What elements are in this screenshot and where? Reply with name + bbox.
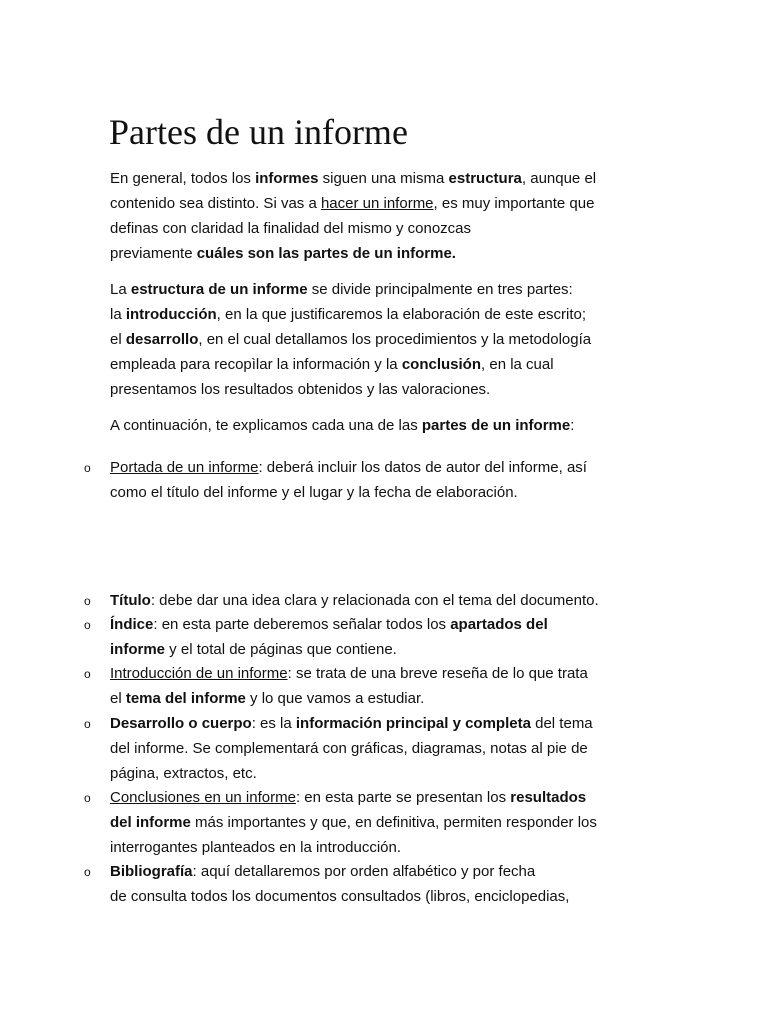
structure-paragraph xyxy=(110,277,680,402)
text-run: : debe dar una idea clara y relacionada con el tema del documento. xyxy=(150,592,599,609)
page-title: Partes de un informe xyxy=(109,112,408,152)
text-run: del tema xyxy=(530,715,593,732)
bullet-icon: o xyxy=(84,667,91,681)
bullet-icon: o xyxy=(84,461,91,475)
bold-term: informes xyxy=(255,170,319,187)
text-run: , es muy importante que xyxy=(433,195,595,212)
bullet-icon: o xyxy=(84,791,91,805)
list-item-introduccion xyxy=(84,661,680,711)
bold-term: Índice xyxy=(110,616,154,633)
portada-link[interactable]: Portada de un informe xyxy=(110,459,259,476)
text-run: , en la cual xyxy=(481,356,554,373)
bold-term: estructura xyxy=(448,170,522,187)
list-item-conclusiones xyxy=(84,785,680,860)
text-run: el xyxy=(110,690,126,707)
text-run: , en la que justificaremos la elaboración de este escrito; xyxy=(216,306,587,323)
text-run: : en esta parte deberemos señalar todos los xyxy=(153,616,451,633)
text-run: A continuación, te explicamos cada una de las xyxy=(110,417,422,434)
text-run: página, extractos, etc. xyxy=(110,765,257,782)
bold-term: informe xyxy=(110,641,166,658)
text-run: de consulta todos los documentos consultados (libros, enciclopedias, xyxy=(110,888,570,905)
text-run: : xyxy=(570,417,575,434)
introduccion-link[interactable]: Introducción de un informe xyxy=(110,665,288,682)
text-run: previamente xyxy=(110,245,197,262)
list-item-portada xyxy=(84,455,680,505)
text-run: : es la xyxy=(251,715,296,732)
continuation-paragraph xyxy=(110,413,680,438)
list-item-indice xyxy=(84,612,680,662)
text-run: siguen una misma xyxy=(318,170,449,187)
list-item-titulo xyxy=(84,588,680,613)
bold-term: resultados xyxy=(510,789,587,806)
conclusiones-link[interactable]: Conclusiones en un informe xyxy=(110,789,296,806)
bold-term: apartados del xyxy=(450,616,548,633)
bold-term: desarrollo xyxy=(125,331,199,348)
bullet-icon: o xyxy=(84,865,91,879)
list-item-desarrollo xyxy=(84,711,680,786)
text-run: el xyxy=(110,331,126,348)
text-run: del informe. Se complementará con gráficas, diagramas, notas al pie de xyxy=(110,740,588,757)
text-run: : aquí detallaremos por orden alfabético y por fecha xyxy=(192,863,536,880)
text-run: interrogantes planteados en la introducción. xyxy=(110,839,402,856)
bold-term: información principal y completa xyxy=(295,715,531,732)
bold-term: partes de un informe xyxy=(421,417,571,434)
text-run: definas con claridad la finalidad del mismo y conozcas xyxy=(110,220,472,237)
bold-term: Bibliografía xyxy=(110,863,193,880)
text-run: : se trata de una breve reseña de lo que trata xyxy=(287,665,588,682)
text-run: contenido sea distinto. Si vas a xyxy=(110,195,321,212)
bullet-icon: o xyxy=(84,594,91,608)
text-run: se divide principalmente en tres partes: xyxy=(307,281,573,298)
text-run: : deberá incluir los datos de autor del informe, así xyxy=(258,459,587,476)
text-run: empleada para recopìlar la información y la xyxy=(110,356,402,373)
bold-term: tema del informe xyxy=(125,690,246,707)
bullet-icon: o xyxy=(84,717,91,731)
bold-term: Desarrollo o cuerpo xyxy=(110,715,252,732)
text-run: , aunque el xyxy=(521,170,597,187)
list-item-bibliografia xyxy=(84,859,680,909)
text-run: presentamos los resultados obtenidos y las valoraciones. xyxy=(110,381,491,398)
bold-term: cuáles son las partes de un informe. xyxy=(196,245,456,262)
text-run: La xyxy=(110,281,131,298)
bold-term: estructura de un informe xyxy=(130,281,308,298)
text-run: y el total de páginas que contiene. xyxy=(165,641,397,658)
text-run: como el título del informe y el lugar y la fecha de elaboración. xyxy=(110,484,518,501)
bold-term: introducción xyxy=(125,306,217,323)
bullet-icon: o xyxy=(84,618,91,632)
text-run: más importantes y que, en definitiva, permiten responder los xyxy=(190,814,597,831)
bold-term: conclusión xyxy=(401,356,482,373)
bold-term: del informe xyxy=(110,814,191,831)
text-run: la xyxy=(110,306,126,323)
text-run: : en esta parte se presentan los xyxy=(295,789,511,806)
hacer-informe-link[interactable]: hacer un informe xyxy=(320,195,434,212)
text-run: y lo que vamos a estudiar. xyxy=(245,690,425,707)
intro-paragraph xyxy=(110,166,680,266)
bold-term: Título xyxy=(110,592,151,609)
text-run: En general, todos los xyxy=(110,170,256,187)
text-run: , en el cual detallamos los procedimientos y la metodología xyxy=(198,331,592,348)
